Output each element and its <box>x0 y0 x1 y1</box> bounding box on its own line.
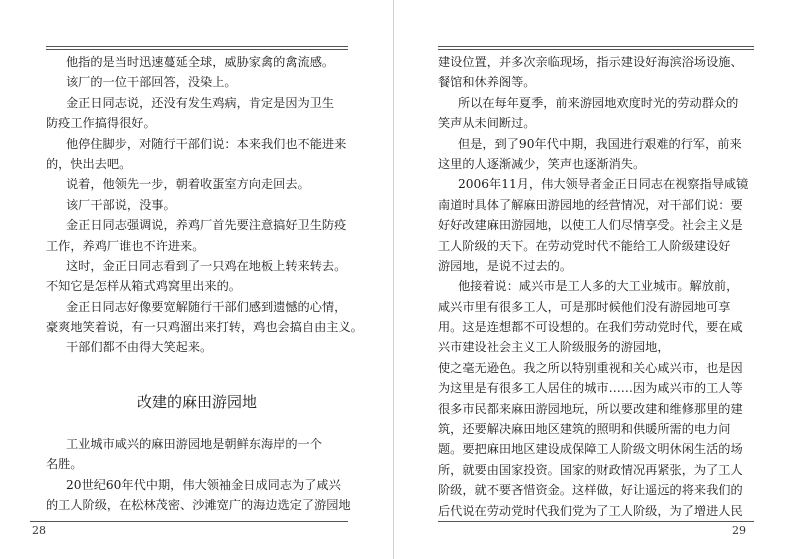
text-line: 笑声从未间断过。 <box>438 116 536 131</box>
text-line: 餐馆和休养阁等。 <box>438 75 536 90</box>
text-line: 工业城市咸兴的麻田游园地是朝鲜东海岸的一个 <box>66 437 322 451</box>
text-line: 干部们都不由得大笑起来。 <box>66 340 213 355</box>
footer-rule <box>30 521 348 522</box>
text-line: 后代说在劳动党时代我们党为了工人阶级，为了增进人民 <box>438 503 743 518</box>
right-body-text <box>438 52 758 521</box>
text-line: 游园地，是说不过去的。 <box>438 258 573 273</box>
text-line: 金正日同志好像要宽解随行干部们感到遗憾的心情， <box>66 299 347 314</box>
text-line: 所，就要由国家投资。国家的财政情况再紧张，为了工人 <box>438 462 743 477</box>
left-body-text-lower <box>46 434 366 516</box>
text-line: 防疫工作搞得很好。 <box>46 116 156 131</box>
text-line: 他指的是当时迅速蔓延全球，威胁家禽的禽流感。 <box>66 55 335 69</box>
text-line: 这里的人逐渐减少，笑声也逐渐消失。 <box>438 156 646 171</box>
header-rule-inner <box>438 49 754 50</box>
text-line: 使之毫无逊色。我之所以特别重视和关心咸兴市，也是因 <box>438 360 743 375</box>
text-line: 工作，养鸡厂谁也不许进来。 <box>46 238 205 253</box>
section-heading: 改建的麻田游园地 <box>136 393 257 411</box>
text-line: 该厂的一位干部回答，没染上。 <box>66 75 237 90</box>
text-line: 南道时具体了解麻田游园地的经营情况，对干部们说：要 <box>438 197 743 212</box>
text-line: 为这里是有很多工人居住的城市……因为咸兴市的工人等 <box>438 381 743 396</box>
text-line: 兴市建设社会主义工人阶级服务的游园地， <box>438 340 670 355</box>
text-line: 建设位置，并多次亲临现场，指示建设好海滨浴场设施、 <box>438 55 743 69</box>
text-line: 筑，还要解决麻田地区建筑的照明和供暖所需的电力问 <box>438 422 731 437</box>
left-body-text-upper <box>46 52 366 358</box>
text-line: 的，快出去吧。 <box>46 156 132 171</box>
text-line: 不知它是怎样从箱式鸡窝里出来的。 <box>46 279 241 294</box>
text-line: 所以在每年夏季，前来游园地欢度时光的劳动群众的 <box>458 95 739 110</box>
text-line: 名胜。 <box>46 457 83 472</box>
header-rule-inner <box>46 49 348 50</box>
footer-rule <box>438 521 754 522</box>
page-number: 28 <box>32 524 46 537</box>
page-number: 29 <box>732 524 746 537</box>
text-line: 20世纪60年代中期，伟大领袖金日成同志为了咸兴 <box>66 477 341 492</box>
text-line: 说着，他领先一步，朝着收蛋室方向走回去。 <box>66 177 310 192</box>
header-rule <box>46 46 348 47</box>
text-line: 题。要把麻田地区建设成保障工人阶级文明休闲生活的场 <box>438 442 743 457</box>
text-line: 阶级，就不要吝惜资金。这样做，好让遥远的将来我们的 <box>438 483 743 498</box>
text-line: 好好改建麻田游园地，以使工人们尽情享受。社会主义是 <box>438 218 743 233</box>
text-line: 这时，金正日同志看到了一只鸡在地板上转来转去。 <box>66 258 347 273</box>
text-line: 工人阶级的天下。在劳动党时代不能给工人阶级建设好 <box>438 238 731 253</box>
text-line: 咸兴市里有很多工人，可是那时候他们没有游园地可享 <box>438 299 731 314</box>
text-line: 但是，到了90年代中期，我国进行艰难的行军，前来 <box>458 136 742 151</box>
header-rule <box>438 46 754 47</box>
text-line: 他停住脚步，对随行干部们说：本来我们也不能进来 <box>66 136 347 151</box>
text-line: 很多市民都来麻田游园地玩，所以要改建和维修那里的建 <box>438 401 743 416</box>
right-page <box>394 0 787 559</box>
text-line: 他接着说：咸兴市是工人多的大工业城市。解放前， <box>458 279 739 294</box>
text-line: 2006年11月，伟大领导者金正日同志在视察指导咸镜 <box>458 177 749 192</box>
text-line: 金正日同志说，还没有发生鸡病，肯定是因为卫生 <box>66 95 335 110</box>
left-page <box>0 0 393 559</box>
text-line: 的工人阶级，在松林茂密、沙滩宽广的海边选定了游园地 <box>46 498 351 513</box>
text-line: 金正日同志强调说，养鸡厂首先要注意搞好卫生防疫 <box>66 218 347 233</box>
text-line: 豪爽地笑着说，有一只鸡溜出来打转，鸡也会搞自由主义。 <box>46 320 363 335</box>
text-line: 用。这是连想都不可设想的。在我们劳动党时代，要在咸 <box>438 320 743 335</box>
text-line: 该厂干部说，没事。 <box>66 197 176 212</box>
